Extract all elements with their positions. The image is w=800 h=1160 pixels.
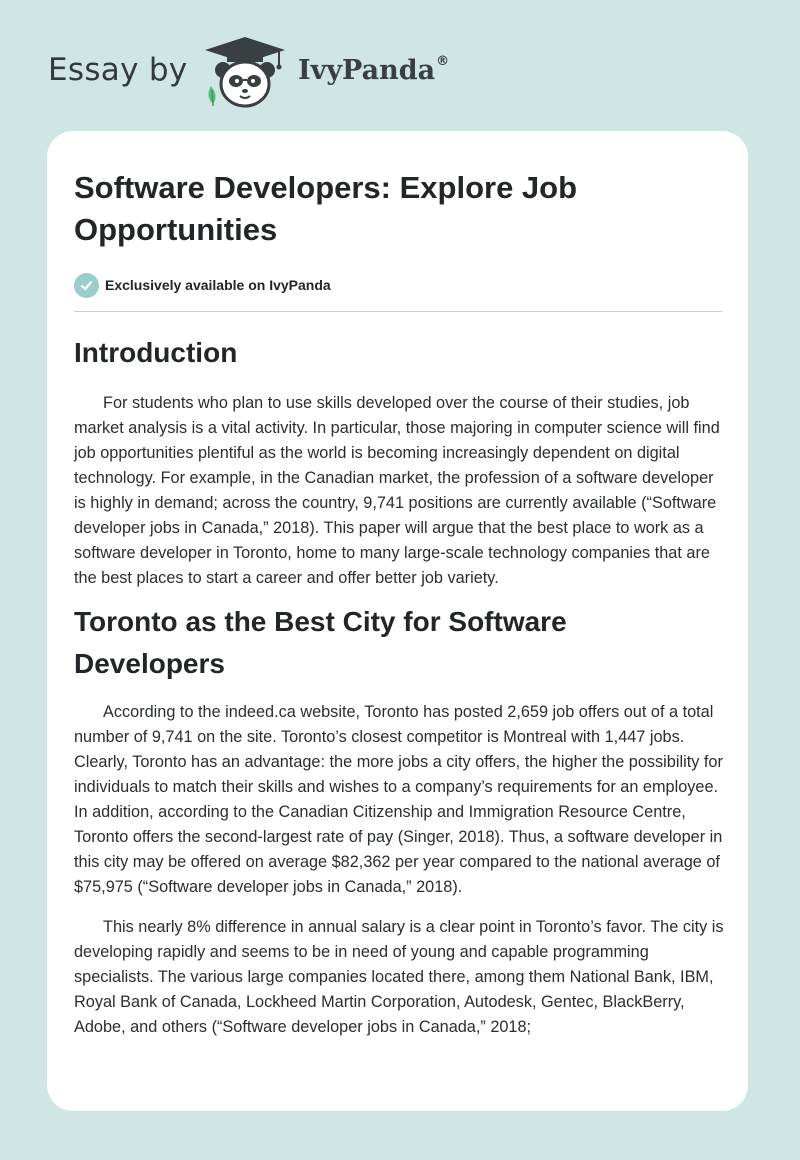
panda-graduate-icon [201,34,289,110]
section-heading-introduction: Introduction [74,337,238,368]
check-icon [74,273,99,298]
page-title: Software Developers: Explore Job Opportunities [74,170,578,247]
trademark-symbol: ® [436,54,450,69]
brand-name: IvyPanda® [298,54,450,86]
article-content [74,167,724,1040]
paragraph: This nearly 8% difference in annual salary is a clear point in Toronto’s favor. The city is developing rapidly and seems to be in need of young and capable programming specialists. The various large companies located there, among them National Bank, IBM, Royal Bank of Canada, Lockheed Martin Corporation, Autodesk, Gentec, BlackBerry, Adobe, and others (“Software developer jobs in Canada,” 2018; [74,918,724,1036]
brand-logo-link[interactable] [48,34,508,114]
paragraph: For students who plan to use skills developed over the course of their studies, job market analysis is a vital activity. In particular, those majoring in computer science will find job opportunities plentiful as the world is becoming increasingly dependent on digital technology. For example, in the Canadian market, the profession of a software developer is highly in demand; across the country, 9,741 positions are currently available (“Software developer jobs in Canada,” 2018). This paper will argue that the best place to work as a software developer in Toronto, home to many large-scale technology companies that are the best places to start a career and offer better job variety. [74,394,720,587]
exclusive-badge [74,271,724,299]
section-heading-toronto: Toronto as the Best City for Software Developers [74,606,567,679]
article-card [47,131,748,1111]
exclusive-badge-label: Exclusively available on IvyPanda [105,277,331,293]
paragraph: According to the indeed.ca website, Toronto has posted 2,659 job offers out of a total number of 9,741 on the site. Toronto’s closest competitor is Montreal with 1,447 jobs. Clearly, Toronto has an advantage: the more jobs a city offers, the higher the possibility for individuals to match their skills and wishes to a company’s requirements for an employee. In addition, according to the Canadian Citizenship and Immigration Resource Centre, Toronto offers the second-largest rate of pay (Singer, 2018). Thus, a software developer in this city may be offered on average $82,362 per year compared to the national average of $75,975 (“Software developer jobs in Canada,” 2018). [74,703,723,896]
divider [74,311,722,312]
brand-prefix: Essay by [48,52,188,88]
